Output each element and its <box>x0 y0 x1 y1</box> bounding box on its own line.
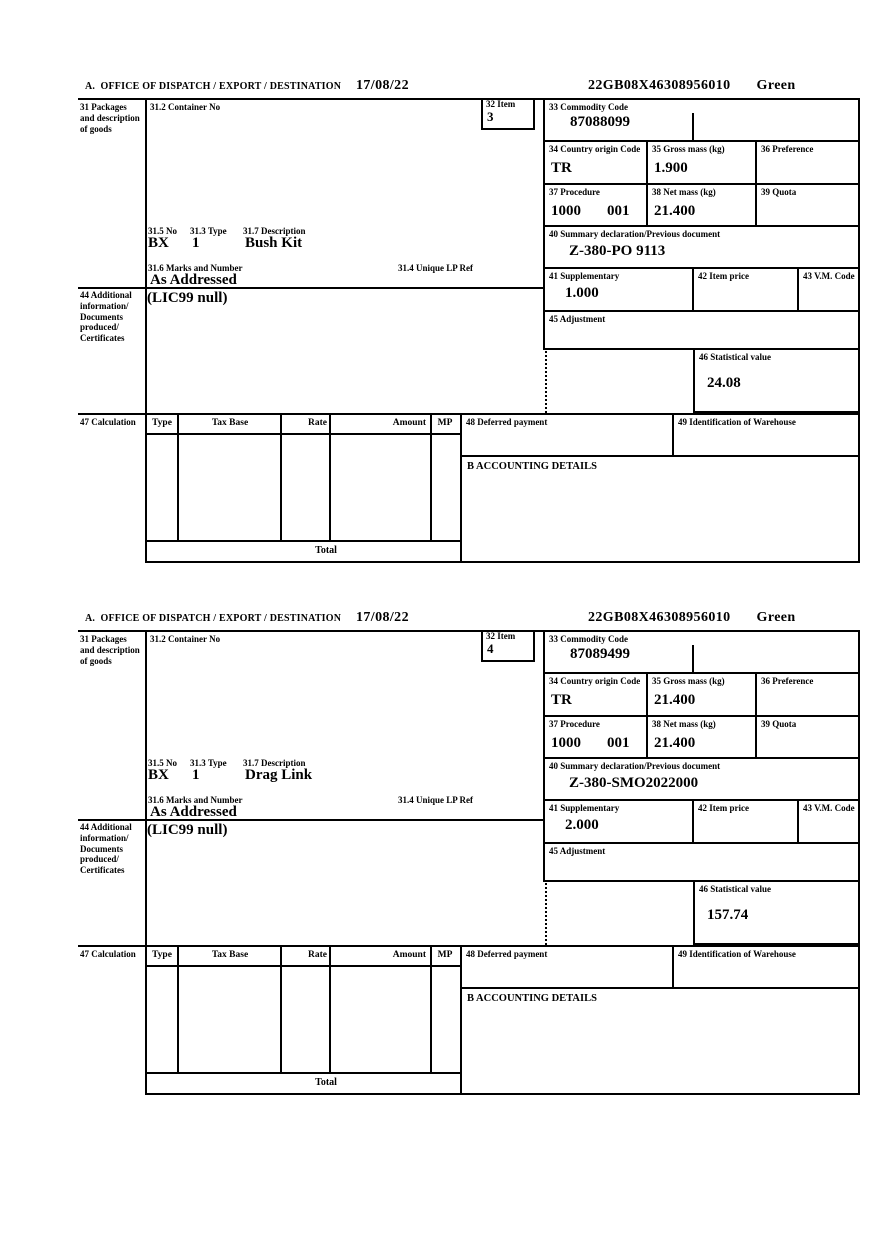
calc-total-label: Total <box>315 545 337 556</box>
box39-label: 39 Quota <box>761 719 797 729</box>
procedure-extra-value: 001 <box>607 203 630 219</box>
box45-adjustment <box>543 310 860 350</box>
box38-net-mass <box>646 183 757 227</box>
box41-supplementary <box>543 799 694 844</box>
item-number-value: 4 <box>487 641 494 656</box>
calc-mp-header: MP <box>437 418 453 428</box>
calc-amount-header: Amount <box>392 418 426 428</box>
box33-commodity-code <box>543 630 860 674</box>
net-mass-value: 21.400 <box>654 203 696 219</box>
country-origin-value: TR <box>551 160 572 176</box>
calc-type-header: Type <box>152 950 172 960</box>
accounting-details-label: B ACCOUNTING DETAILS <box>467 993 597 1004</box>
mrn-value: 22GB08X46308956010 <box>588 78 731 93</box>
border-line <box>145 965 462 967</box>
box49-warehouse <box>672 413 860 457</box>
box33-label: 33 Commodity Code <box>549 634 628 644</box>
routing-value: Green <box>756 78 796 93</box>
box31-7-label: 31.7 Description <box>243 226 306 236</box>
marks-value: As Addressed <box>150 804 237 820</box>
box39-quota <box>755 183 860 227</box>
box31-5-label: 31.5 No <box>148 226 177 236</box>
calc-amount-header: Amount <box>392 950 426 960</box>
box37-label: 37 Procedure <box>549 187 600 197</box>
box35-gross-mass <box>646 672 757 717</box>
box37-procedure <box>543 715 648 759</box>
package-no-value: BX <box>148 235 169 251</box>
border-line <box>692 645 694 672</box>
gross-mass-value: 1.900 <box>654 160 688 176</box>
box41-label: 41 Supplementary <box>549 803 620 813</box>
calc-mp-header: MP <box>437 950 453 960</box>
box32-label: 32 Item <box>486 631 516 641</box>
box41-label: 41 Supplementary <box>549 271 620 281</box>
routing-value: Green <box>756 610 796 625</box>
previous-document-value: Z-380-PO 9113 <box>569 243 666 259</box>
accounting-details-box <box>460 987 860 1095</box>
box32-label: 32 Item <box>486 99 516 109</box>
calc-type-header: Type <box>152 418 172 428</box>
box45-adjustment <box>543 842 860 882</box>
box32-item <box>481 98 535 130</box>
box31-3-label: 31.3 Type <box>190 758 227 768</box>
box35-label: 35 Gross mass (kg) <box>652 676 725 686</box>
box31-3-label: 31.3 Type <box>190 226 227 236</box>
box48-label: 48 Deferred payment <box>466 417 548 427</box>
box33-commodity-code <box>543 98 860 142</box>
box31-label: 31 Packages and description of goods <box>80 634 140 666</box>
office-of-dispatch-label: A. OFFICE OF DISPATCH / EXPORT / DESTINATION <box>85 81 342 92</box>
box31-5-label: 31.5 No <box>148 758 177 768</box>
statistical-value: 157.74 <box>707 907 749 923</box>
box36-label: 36 Preference <box>761 676 814 686</box>
statistical-value: 24.08 <box>707 375 741 391</box>
box47-label: 47 Calculation <box>80 417 136 427</box>
box41-supplementary <box>543 267 694 312</box>
item-number-value: 3 <box>487 109 494 124</box>
box40-previous-document <box>543 225 860 269</box>
box46-label: 46 Statistical value <box>699 352 771 362</box>
box36-preference <box>755 140 860 185</box>
box31-6-label: 31.6 Marks and Number <box>148 795 243 805</box>
border-line <box>145 433 462 435</box>
goods-description-value: Bush Kit <box>245 235 303 251</box>
calc-rate-header: Rate <box>308 418 327 428</box>
box48-label: 48 Deferred payment <box>466 949 548 959</box>
box47-label: 47 Calculation <box>80 949 136 959</box>
office-of-dispatch-label: A. OFFICE OF DISPATCH / EXPORT / DESTINATION <box>85 613 342 624</box>
box49-label: 49 Identification of Warehouse <box>678 949 796 959</box>
box37-procedure <box>543 183 648 227</box>
box49-warehouse <box>672 945 860 989</box>
gross-mass-value: 21.400 <box>654 692 696 708</box>
box31-4-label: 31.4 Unique LP Ref <box>398 795 474 805</box>
commodity-code-value: 87089499 <box>570 646 630 662</box>
mrn-row <box>588 610 796 626</box>
box37-label: 37 Procedure <box>549 719 600 729</box>
package-type-value: 1 <box>192 235 200 251</box>
calc-tax-base-header: Tax Base <box>211 950 249 960</box>
package-type-value: 1 <box>192 767 200 783</box>
box48-deferred-payment <box>460 413 674 457</box>
box31-2-label: 31.2 Container No <box>150 634 221 644</box>
box43-vm-code <box>797 799 860 844</box>
calc-total-label: Total <box>315 1077 337 1088</box>
box36-label: 36 Preference <box>761 144 814 154</box>
border-line <box>145 630 147 1095</box>
box32-item <box>481 630 535 662</box>
declaration-item-block <box>0 607 882 1097</box>
previous-document-value: Z-380-SMO2022000 <box>569 775 699 791</box>
accounting-details-box <box>460 455 860 563</box>
box38-net-mass <box>646 715 757 759</box>
box42-item-price <box>692 267 799 312</box>
box43-label: 43 V.M. Code <box>803 271 855 281</box>
procedure-value: 1000 <box>551 203 581 219</box>
box40-label: 40 Summary declaration/Previous document <box>549 229 721 239</box>
box42-label: 42 Item price <box>698 803 749 813</box>
border-line <box>78 287 545 289</box>
box36-preference <box>755 672 860 717</box>
border-line <box>692 113 694 140</box>
box38-label: 38 Net mass (kg) <box>652 187 716 197</box>
procedure-value: 1000 <box>551 735 581 751</box>
mrn-row <box>588 78 796 94</box>
additional-info-value: (LIC99 null) <box>147 290 228 306</box>
box43-vm-code <box>797 267 860 312</box>
marks-value: As Addressed <box>150 272 237 288</box>
supplementary-value: 2.000 <box>565 817 599 833</box>
box43-label: 43 V.M. Code <box>803 803 855 813</box>
supplementary-value: 1.000 <box>565 285 599 301</box>
calc-rate-header: Rate <box>308 950 327 960</box>
mrn-value: 22GB08X46308956010 <box>588 610 731 625</box>
box46-label: 46 Statistical value <box>699 884 771 894</box>
box35-label: 35 Gross mass (kg) <box>652 144 725 154</box>
box33-label: 33 Commodity Code <box>549 102 628 112</box>
box39-label: 39 Quota <box>761 187 797 197</box>
box44-label: 44 Additional information/ Documents produced/ Certificates <box>80 290 132 344</box>
box39-quota <box>755 715 860 759</box>
box45-label: 45 Adjustment <box>549 314 606 324</box>
box45-label: 45 Adjustment <box>549 846 606 856</box>
statistical-dotted-region <box>545 348 695 413</box>
box35-gross-mass <box>646 140 757 185</box>
box42-item-price <box>692 799 799 844</box>
goods-description-value: Drag Link <box>245 767 313 783</box>
statistical-dotted-region <box>545 880 695 945</box>
procedure-extra-value: 001 <box>607 735 630 751</box>
box31-label: 31 Packages and description of goods <box>80 102 140 134</box>
box49-label: 49 Identification of Warehouse <box>678 417 796 427</box>
box34-country-origin <box>543 672 648 717</box>
package-no-value: BX <box>148 767 169 783</box>
box40-label: 40 Summary declaration/Previous document <box>549 761 721 771</box>
box31-2-label: 31.2 Container No <box>150 102 221 112</box>
commodity-code-value: 87088099 <box>570 114 630 130</box>
box34-label: 34 Country origin Code <box>549 676 641 686</box>
box46-statistical-value <box>693 880 860 945</box>
country-origin-value: TR <box>551 692 572 708</box>
box34-country-origin <box>543 140 648 185</box>
border-line <box>78 819 545 821</box>
box31-4-label: 31.4 Unique LP Ref <box>398 263 474 273</box>
net-mass-value: 21.400 <box>654 735 696 751</box>
box40-previous-document <box>543 757 860 801</box>
box31-7-label: 31.7 Description <box>243 758 306 768</box>
declaration-item-block <box>0 75 882 565</box>
border-line <box>145 98 147 563</box>
box31-6-label: 31.6 Marks and Number <box>148 263 243 273</box>
box34-label: 34 Country origin Code <box>549 144 641 154</box>
acceptance-date: 17/08/22 <box>356 610 409 625</box>
box46-statistical-value <box>693 348 860 413</box>
box48-deferred-payment <box>460 945 674 989</box>
box42-label: 42 Item price <box>698 271 749 281</box>
calc-tax-base-header: Tax Base <box>211 418 249 428</box>
acceptance-date: 17/08/22 <box>356 78 409 93</box>
box44-label: 44 Additional information/ Documents produced/ Certificates <box>80 822 132 876</box>
box38-label: 38 Net mass (kg) <box>652 719 716 729</box>
additional-info-value: (LIC99 null) <box>147 822 228 838</box>
accounting-details-label: B ACCOUNTING DETAILS <box>467 461 597 472</box>
